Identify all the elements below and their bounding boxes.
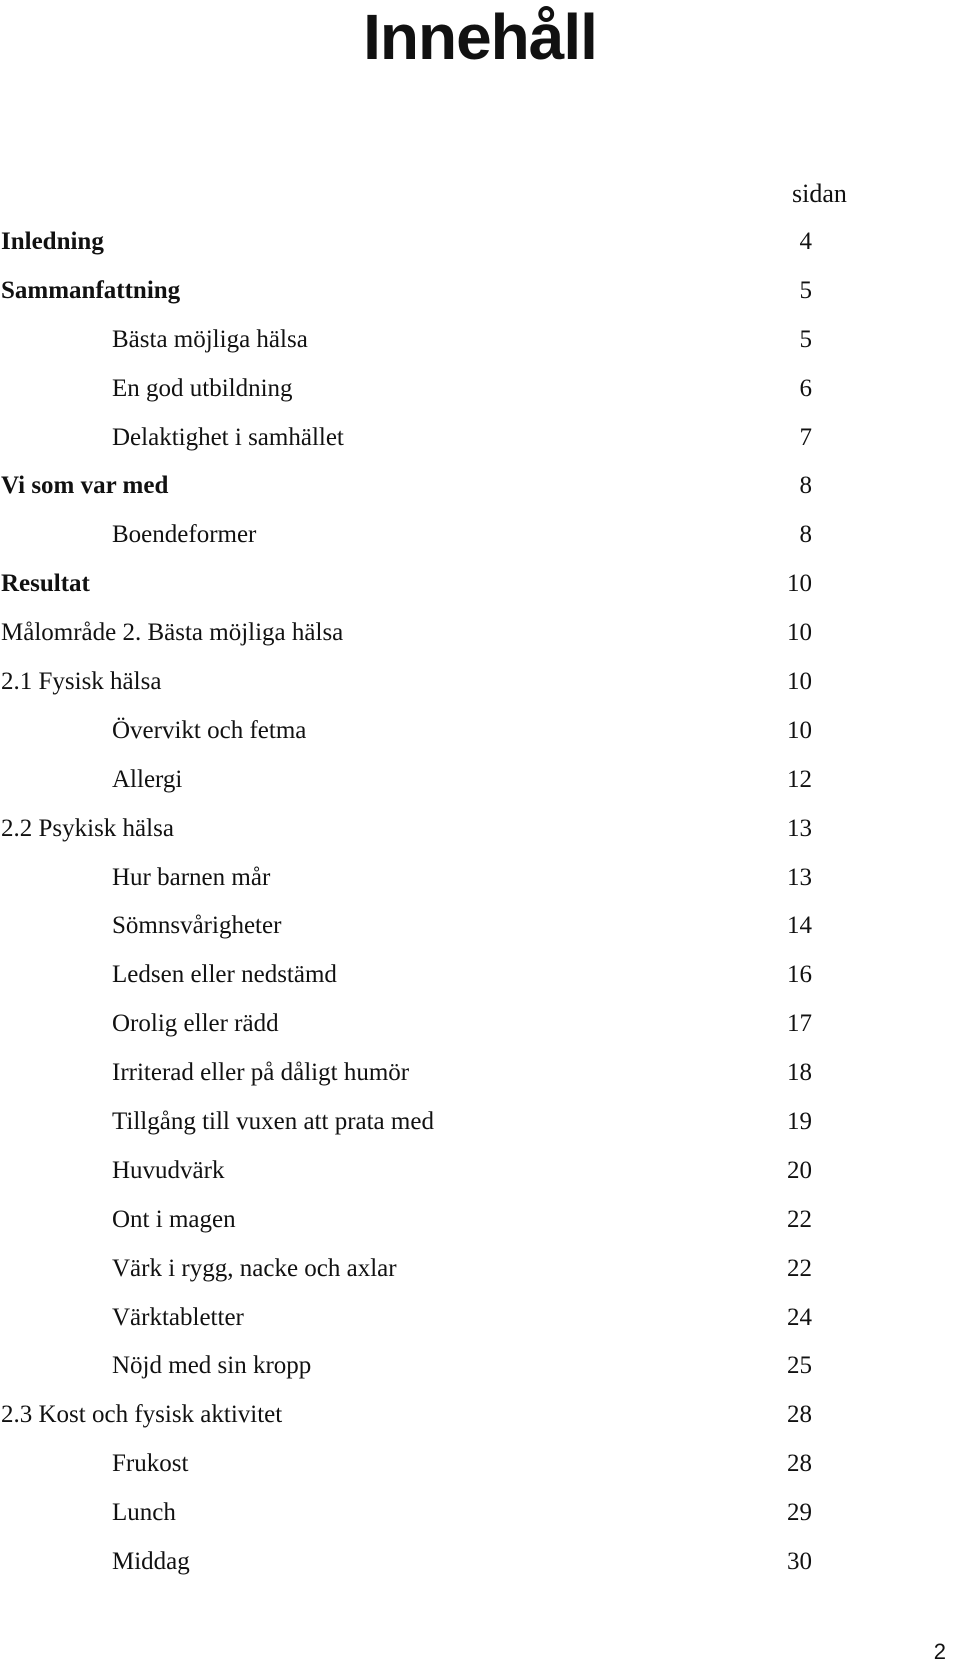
toc-entry-page: 28	[787, 1401, 812, 1429]
toc-entry-label: Bästa möjliga hälsa	[112, 325, 308, 353]
toc-entry-label: Sammanfattning	[1, 276, 181, 304]
toc-entry-label: Irriterad eller på dåligt humör	[112, 1059, 410, 1087]
toc-entry[interactable]	[0, 470, 820, 519]
page-title: Innehåll	[363, 1, 597, 73]
toc-entry-label: Huvudvärk	[112, 1156, 225, 1184]
toc-entry[interactable]	[0, 275, 820, 324]
toc-entry-label: Vi som var med	[1, 472, 169, 500]
toc-entry-page: 8	[799, 521, 812, 549]
toc-entry-page: 4	[799, 228, 812, 255]
toc-entry-label: En god utbildning	[112, 374, 293, 402]
toc-entry-page: 18	[787, 1059, 812, 1087]
toc-entry[interactable]	[0, 1302, 820, 1351]
toc-entry-page: 30	[787, 1548, 812, 1576]
toc-entry[interactable]	[0, 1399, 820, 1448]
toc-entry-page: 20	[787, 1156, 812, 1184]
toc-entry[interactable]	[0, 813, 820, 862]
toc-entry-label: Värk i rygg, nacke och axlar	[112, 1254, 397, 1282]
toc-entry[interactable]	[0, 1546, 820, 1595]
page-number: 2	[933, 1639, 946, 1664]
toc-entry[interactable]	[0, 959, 820, 1008]
toc-entry-label: Värktabletter	[112, 1303, 244, 1331]
toc-entry[interactable]	[0, 373, 820, 422]
toc-entry-label: Lunch	[112, 1499, 176, 1527]
toc-entry[interactable]	[0, 1155, 820, 1204]
toc-entry[interactable]	[0, 519, 820, 568]
toc-entry-page: 6	[799, 374, 812, 402]
page-column-header: sidan	[792, 179, 847, 208]
toc-entry-page: 10	[787, 716, 812, 744]
toc-entry-page: 10	[787, 619, 812, 647]
toc-entry-page: 5	[799, 325, 812, 353]
toc-entry-label: Orolig eller rädd	[112, 1010, 279, 1038]
toc-entry-label: 2.2 Psykisk hälsa	[1, 814, 174, 842]
toc-entry[interactable]	[0, 1497, 820, 1546]
toc-entry-label: Inledning	[1, 228, 104, 255]
toc-entry-label: Boendeformer	[112, 521, 257, 549]
table-of-contents	[0, 226, 820, 1595]
toc-entry-label: Resultat	[1, 570, 90, 598]
toc-entry[interactable]	[0, 617, 820, 666]
toc-entry[interactable]	[0, 1057, 820, 1106]
toc-entry[interactable]	[0, 1350, 820, 1399]
toc-entry[interactable]	[0, 1253, 820, 1302]
toc-entry-label: Ont i magen	[112, 1205, 236, 1233]
toc-entry-page: 28	[787, 1450, 812, 1478]
toc-entry[interactable]	[0, 862, 820, 911]
toc-entry-label: Middag	[112, 1548, 190, 1576]
toc-entry[interactable]	[0, 715, 820, 764]
toc-entry-page: 14	[787, 912, 812, 940]
toc-entry-label: 2.3 Kost och fysisk aktivitet	[1, 1401, 283, 1429]
toc-entry[interactable]	[0, 1008, 820, 1057]
toc-entry-page: 29	[787, 1499, 812, 1527]
toc-entry[interactable]	[0, 666, 820, 715]
toc-entry-page: 22	[787, 1254, 812, 1282]
toc-entry[interactable]	[0, 910, 820, 959]
toc-entry-page: 10	[787, 668, 812, 696]
toc-entry-page: 5	[799, 276, 812, 304]
toc-entry-page: 17	[787, 1010, 812, 1038]
toc-entry-page: 16	[787, 961, 812, 989]
toc-entry-label: Nöjd med sin kropp	[112, 1352, 312, 1380]
toc-entry-label: 2.1 Fysisk hälsa	[1, 668, 162, 696]
toc-entry-page: 25	[787, 1352, 812, 1380]
toc-entry-page: 13	[787, 814, 812, 842]
toc-entry[interactable]	[0, 324, 820, 373]
toc-entry[interactable]	[0, 226, 820, 275]
toc-entry-label: Allergi	[112, 765, 183, 793]
toc-entry[interactable]	[0, 568, 820, 617]
toc-entry-label: Målområde 2. Bästa möjliga hälsa	[1, 619, 344, 647]
toc-entry[interactable]	[0, 1448, 820, 1497]
toc-entry-page: 10	[787, 570, 812, 598]
toc-entry[interactable]	[0, 1204, 820, 1253]
toc-entry-label: Sömnsvårigheter	[112, 912, 282, 940]
toc-entry[interactable]	[0, 422, 820, 471]
toc-entry-label: Delaktighet i samhället	[112, 423, 344, 451]
toc-entry-label: Frukost	[112, 1450, 189, 1478]
toc-entry-page: 24	[787, 1303, 812, 1331]
toc-entry-page: 22	[787, 1205, 812, 1233]
toc-entry-page: 19	[787, 1108, 812, 1136]
toc-entry-label: Tillgång till vuxen att prata med	[112, 1108, 434, 1136]
toc-entry-page: 13	[787, 863, 812, 891]
toc-entry-page: 12	[787, 765, 812, 793]
toc-entry-label: Hur barnen mår	[112, 863, 271, 891]
toc-entry-page: 8	[799, 472, 812, 500]
toc-entry[interactable]	[0, 1106, 820, 1155]
toc-entry-label: Övervikt och fetma	[112, 716, 307, 744]
toc-entry-label: Ledsen eller nedstämd	[112, 961, 337, 989]
toc-entry[interactable]	[0, 764, 820, 813]
toc-entry-page: 7	[799, 423, 812, 451]
